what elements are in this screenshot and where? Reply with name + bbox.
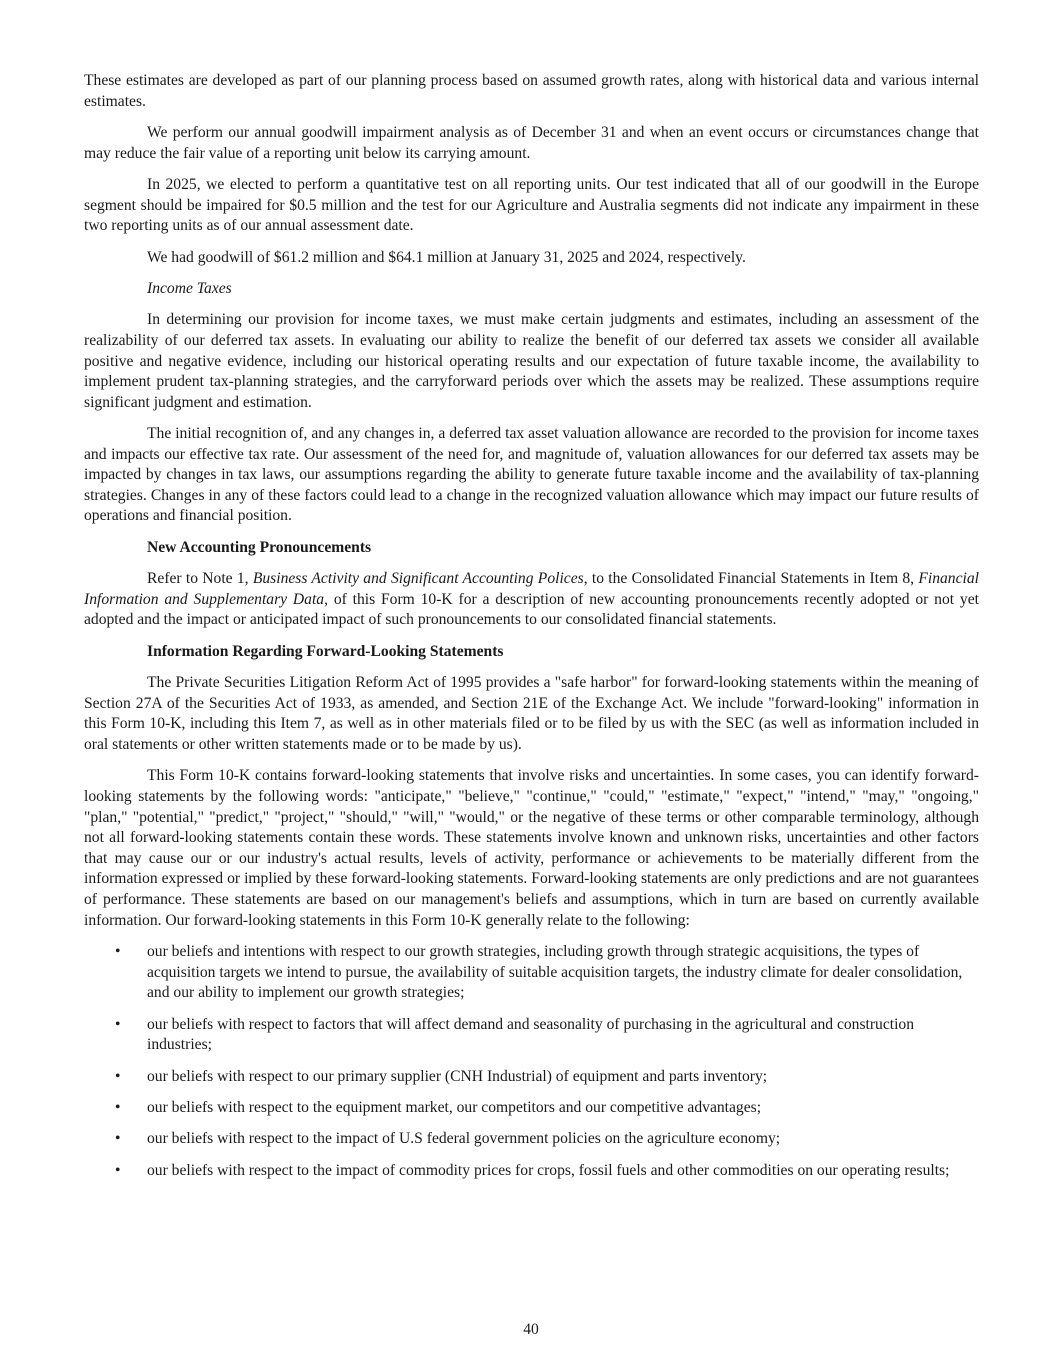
list-item	[84, 1129, 979, 1150]
note-ref-title: Business Activity and Significant Accounting Polices	[252, 570, 584, 588]
paragraph-income-tax-provision: In determining our provision for income taxes, we must make certain judgments and estimates, including an assessment of the realizability of our deferred tax assets. In evaluating our ability to realize the benefit of our deferred tax assets we consider all available positive and negative evidence, including our historical operating results and our expectation of future taxable income, the availability to implement prudent tax-planning strategies, and the carryforward periods over which the assets may be realized. These assumptions require significant judgment and estimation.	[84, 311, 979, 411]
bullet-icon: •	[115, 1098, 121, 1116]
bullet-icon: •	[115, 942, 121, 960]
note-ref-text-1: Refer to Note 1,	[147, 570, 253, 588]
bullet-icon: •	[115, 1015, 121, 1033]
list-item	[84, 1067, 979, 1088]
list-item	[84, 1015, 979, 1056]
note-ref-text-3: , of this Form 10-K for a description of new accounting pronouncements recently adopted or not yet adopted and the impact or anticipated impact of such pronouncements to our consolidated financial statements.	[84, 590, 979, 629]
list-item-text: our beliefs with respect to the equipment market, our competitors and our competitive advantages;	[147, 1098, 762, 1116]
paragraph-goodwill-amounts: We had goodwill of $61.2 million and $64.1 million at January 31, 2025 and 2024, respectively.	[147, 248, 746, 266]
list-item-text: our beliefs with respect to the impact of commodity prices for crops, fossil fuels and other commodities on our operating results;	[147, 1161, 950, 1179]
heading-forward-looking: Information Regarding Forward-Looking Statements	[147, 642, 504, 660]
list-item-text: our beliefs with respect to the impact of U.S federal government policies on the agriculture economy;	[147, 1130, 781, 1148]
bullet-icon: •	[115, 1161, 121, 1179]
list-item	[84, 1161, 979, 1182]
document-body	[84, 71, 979, 1192]
paragraph-estimates: These estimates are developed as part of our planning process based on assumed growth rates, along with historical data and various internal estimates.	[84, 72, 979, 110]
paragraph-note-reference	[84, 569, 979, 631]
bullet-icon: •	[115, 1067, 121, 1085]
paragraph-forward-looking-words: This Form 10-K contains forward-looking statements that involve risks and uncertainties. In some cases, you can identify forward-looking statements by the following words: "anticipate," "believe," "continue," "could," "estimate," "expect," "intend," "may," "ongoing," "plan," "potential," "predict," "project," "should," "will," "would," or the negative of these terms or other comparable terminology, although not all forward-looking statements contain these words. These statements involve known and unknown risks, uncertainties and other factors that may cause our or our industry's actual results, levels of activity, performance or achievements to be materially different from the information expressed or implied by these forward-looking statements. Forward-looking statements are only predictions and are not guarantees of performance. These statements are based on our management's beliefs and assumptions, which in turn are based on currently available information. Our forward-looking statements in this Form 10-K generally relate to the following:	[84, 767, 979, 929]
paragraph-safe-harbor: The Private Securities Litigation Reform Act of 1995 provides a "safe harbor" for forward-looking statements within the meaning of Section 27A of the Securities Act of 1933, as amended, and Section 21E of the Exchange Act. We include "forward-looking" information in this Form 10-K, including this Item 7, as well as in other materials filed or to be filed by us with the SEC (as well as information included in oral statements or other written statements made or to be made by us).	[84, 674, 979, 753]
list-item	[84, 942, 979, 1004]
list-item-text: our beliefs with respect to factors that will affect demand and seasonality of purchasing in the agricultural and construction industries;	[147, 1015, 915, 1054]
list-item	[84, 1098, 979, 1119]
paragraph-goodwill-analysis: We perform our annual goodwill impairment analysis as of December 31 and when an event occurs or circumstances change that may reduce the fair value of a reporting unit below its carrying amount.	[84, 123, 979, 162]
bullet-icon: •	[115, 1130, 121, 1148]
heading-income-taxes: Income Taxes	[147, 279, 232, 297]
page-number: 40	[523, 1321, 539, 1338]
item-8-title: Financial Information and Supplementary Data	[84, 570, 979, 608]
list-item-text: our beliefs with respect to our primary supplier (CNH Industrial) of equipment and parts inventory;	[147, 1067, 768, 1085]
heading-new-accounting-pronouncements: New Accounting Pronouncements	[147, 538, 372, 556]
forward-looking-list	[84, 942, 979, 1181]
paragraph-quantitative-test: In 2025, we elected to perform a quantitative test on all reporting units. Our test indicated that all of our goodwill in the Europe segment should be impaired for $0.5 million and the test for our Agriculture and Australia segments did not indicate any impairment in these two reporting units as of our annual assessment date.	[84, 175, 979, 235]
paragraph-valuation-allowance: The initial recognition of, and any changes in, a deferred tax asset valuation allowance are recorded to the provision for income taxes and impacts our effective tax rate. Our assessment of the need for, and magnitude of, valuation allowances for our deferred tax assets may be impacted by changes in tax laws, our assumptions regarding the ability to generate future taxable income and the availability of tax-planning strategies. Changes in any of these factors could lead to a change in the recognized valuation allowance which may impact our future results of operations and financial position.	[84, 425, 979, 525]
note-ref-text-2: , to the Consolidated Financial Statements in Item 8,	[583, 570, 919, 588]
list-item-text: our beliefs and intentions with respect to our growth strategies, including growth through strategic acquisitions, the types of acquisition targets we intend to pursue, the availability of suitable acquisition targets, the industry climate for dealer consolidation, and our ability to implement our growth strategies;	[147, 942, 963, 1002]
